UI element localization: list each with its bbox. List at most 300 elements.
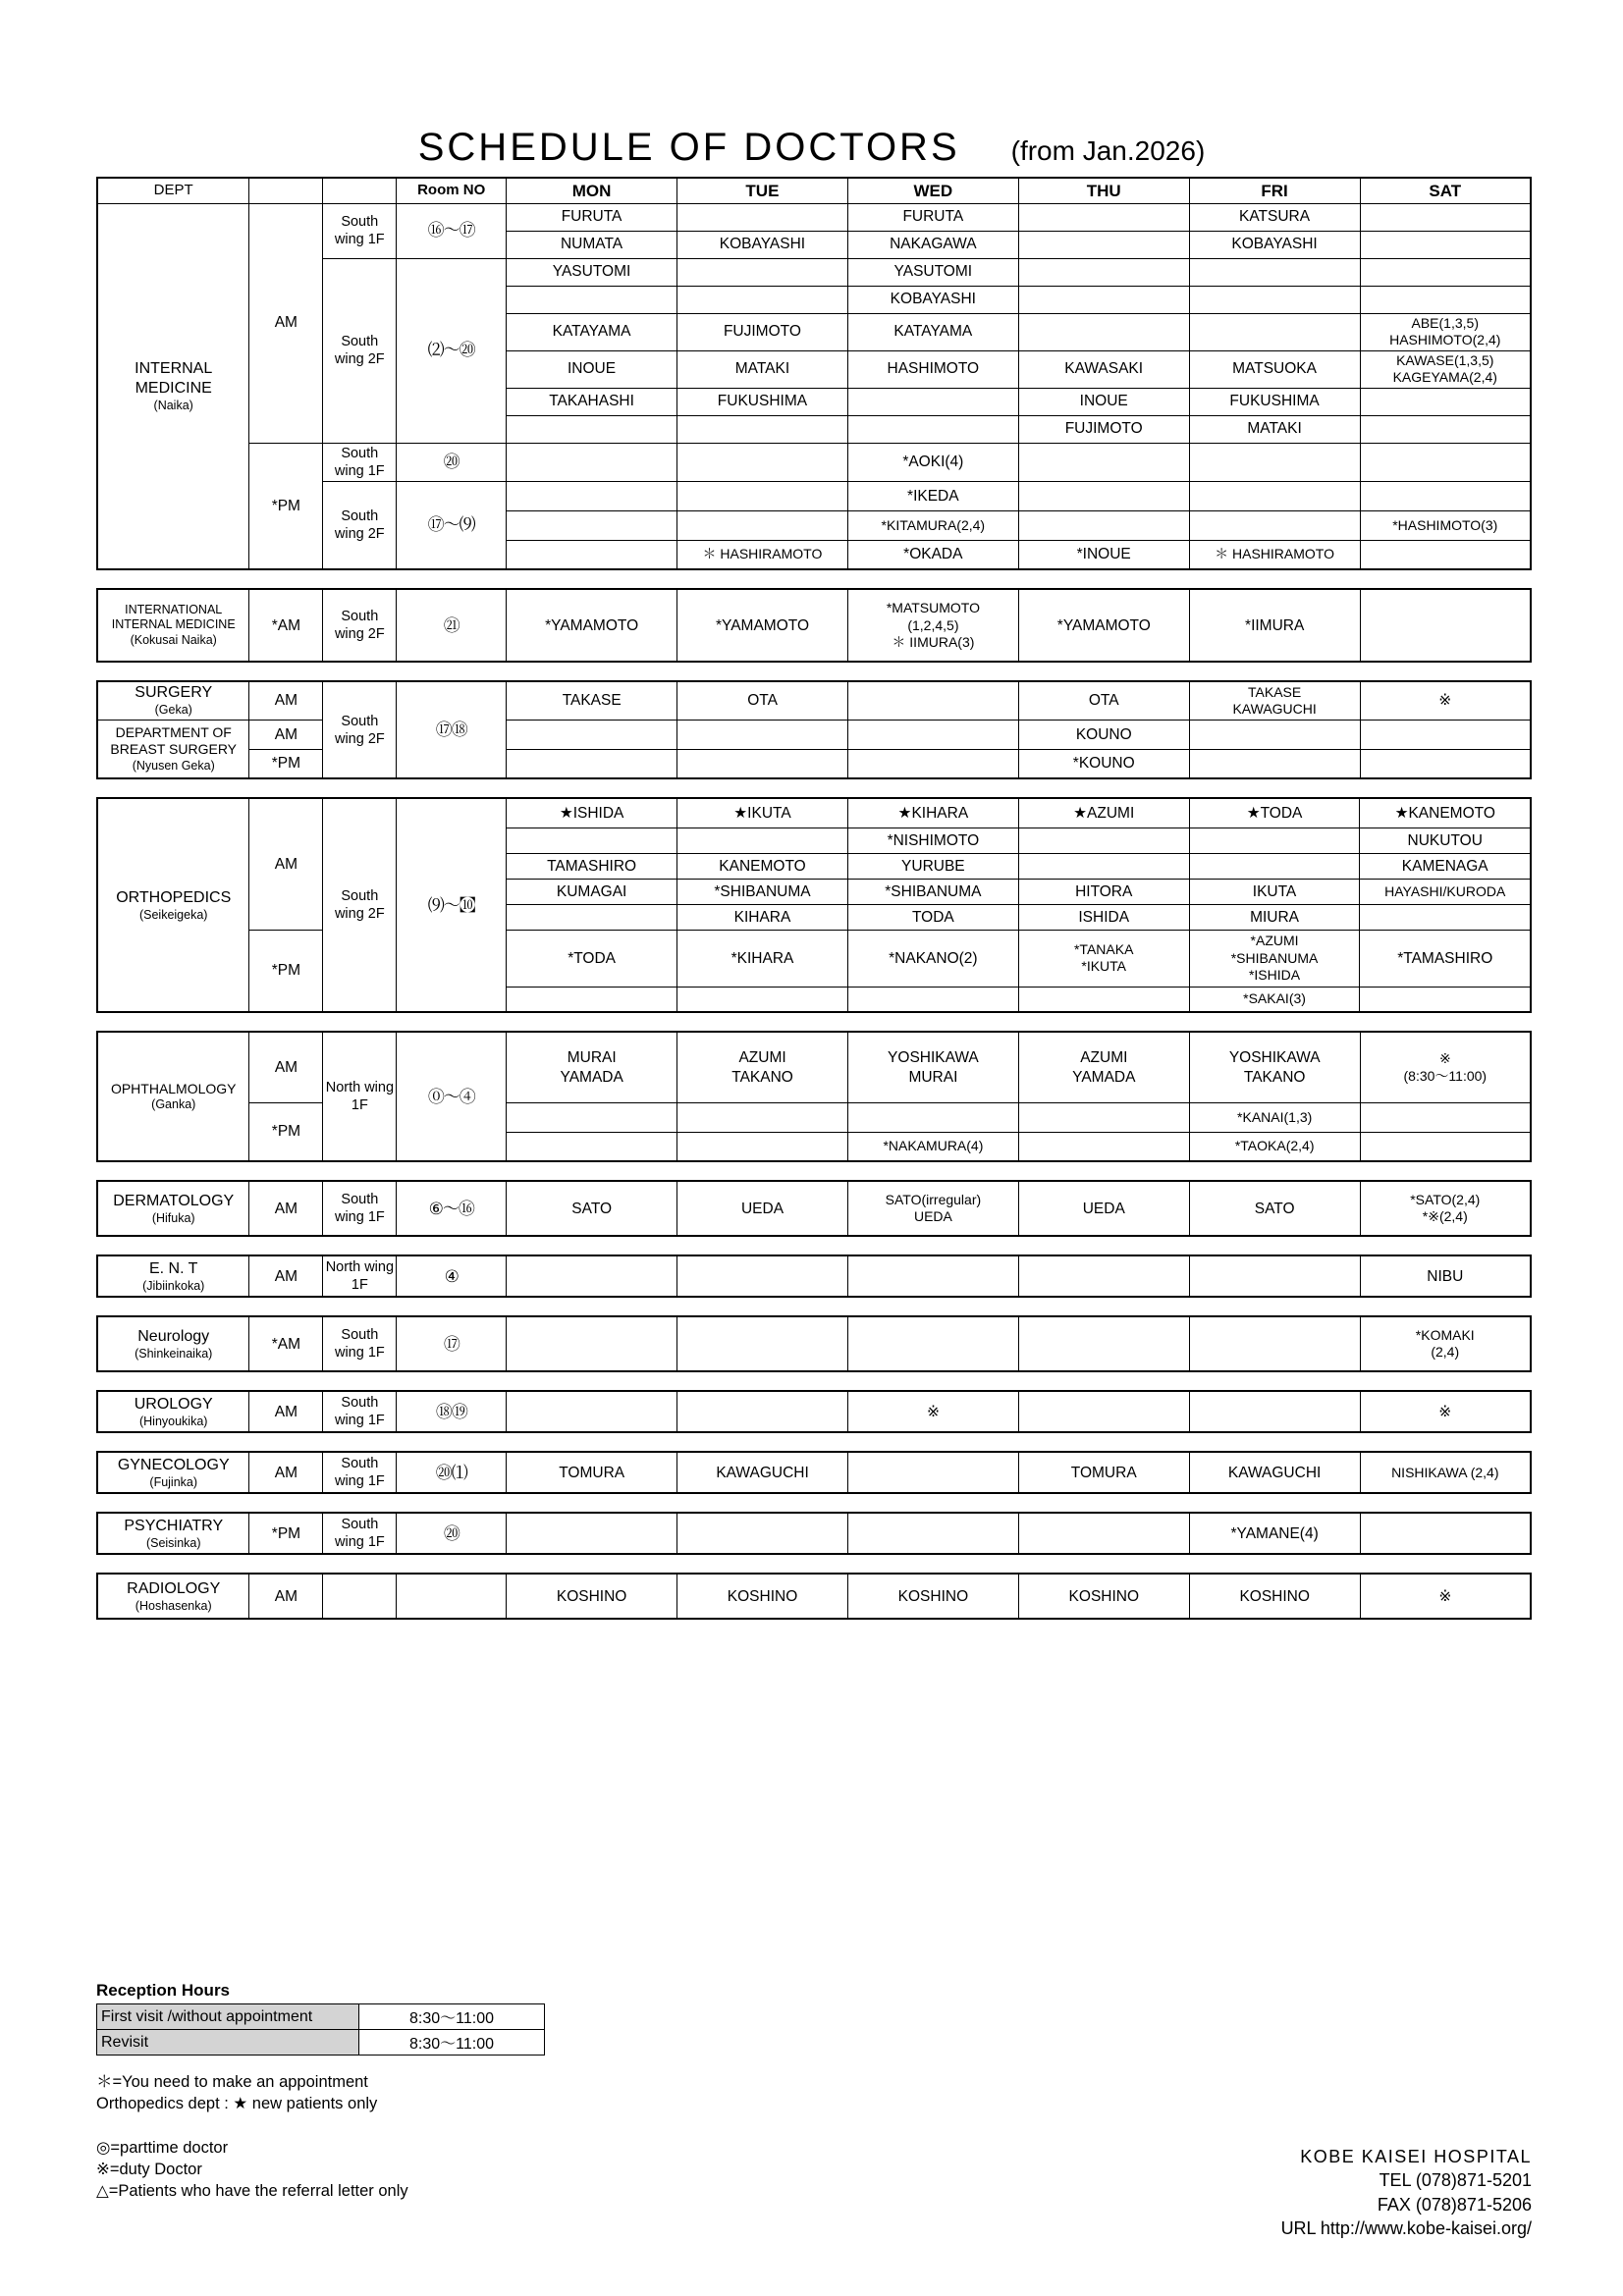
time-am: AM — [249, 798, 323, 930]
cell-mon: KUMAGAI — [507, 879, 677, 904]
cell-thu — [1018, 828, 1189, 853]
cell-thu — [1018, 443, 1189, 481]
cell-wed: *AOKI(4) — [847, 443, 1018, 481]
cell-wed — [847, 415, 1018, 443]
cell-mon — [507, 443, 677, 481]
cell-wed: HASHIMOTO — [847, 350, 1018, 388]
table-ent — [96, 1255, 1532, 1298]
cell-wed: ★KIHARA — [847, 798, 1018, 828]
cell-thu: HITORA — [1018, 879, 1189, 904]
schedule-tables — [96, 177, 1532, 1620]
cell-wed: *NISHIMOTO — [847, 828, 1018, 853]
table-row — [97, 798, 1531, 828]
cell-thu — [1018, 510, 1189, 540]
block-spacer — [96, 1298, 1532, 1315]
dept-label: SURGERY — [135, 684, 213, 702]
reception-row-revisit — [97, 2030, 545, 2056]
header-blank-wing — [323, 178, 397, 203]
dept-neurology — [97, 1316, 249, 1371]
dept-international-internal-medicine — [97, 589, 249, 662]
wing-blank — [323, 1574, 397, 1619]
cell-mon: MURAI YAMADA — [507, 1032, 677, 1102]
time-pm: *PM — [249, 749, 323, 778]
cell-wed — [847, 1102, 1018, 1132]
cell-fri — [1189, 443, 1360, 481]
cell-sat — [1360, 904, 1531, 930]
cell-thu: UEDA — [1018, 1181, 1189, 1236]
dept-label: OPHTHALMOLOGY — [110, 1080, 237, 1096]
dept-label-jp: (Kokusai Naika) — [130, 633, 217, 648]
cell-tue — [677, 1513, 848, 1554]
header-dept: DEPT — [97, 178, 249, 203]
wing-south-1f: South wing 1F — [323, 1316, 397, 1371]
dept-gynecology — [97, 1452, 249, 1493]
cell-tue: UEDA — [677, 1181, 848, 1236]
cell-sat — [1360, 987, 1531, 1012]
wing-south-2f: South wing 2F — [323, 258, 397, 443]
cell-thu: KAWASAKI — [1018, 350, 1189, 388]
cell-fri: KATSURA — [1189, 203, 1360, 231]
table-gynecology — [96, 1451, 1532, 1494]
cell-tue: OTA — [677, 681, 848, 720]
cell-mon: *YAMAMOTO — [507, 589, 677, 662]
time-am: AM — [249, 1574, 323, 1619]
cell-sat — [1360, 415, 1531, 443]
cell-mon: YASUTOMI — [507, 258, 677, 286]
table-row — [97, 1255, 1531, 1297]
dept-label: DERMATOLOGY — [113, 1192, 235, 1209]
cell-thu — [1018, 481, 1189, 510]
dept-radiology — [97, 1574, 249, 1619]
cell-tue: ★IKUTA — [677, 798, 848, 828]
cell-mon: TAMASHIRO — [507, 853, 677, 879]
cell-wed — [847, 388, 1018, 415]
reception-value-revisit: 8:30～11:00 — [359, 2030, 545, 2056]
cell-mon — [507, 1316, 677, 1371]
cell-sat: *SATO(2,4) *※(2,4) — [1360, 1181, 1531, 1236]
table-internal-medicine — [96, 177, 1532, 570]
legend-line-star: Orthopedics dept : ★ new patients only — [96, 2095, 378, 2113]
cell-mon — [507, 286, 677, 313]
hospital-contact — [1281, 2145, 1532, 2240]
cell-thu: *INOUE — [1018, 540, 1189, 569]
header-day-tue: TUE — [676, 178, 847, 203]
dept-label: E. N. T — [148, 1259, 198, 1277]
dept-label-jp: (Fujinka) — [149, 1474, 198, 1489]
cell-mon — [507, 1513, 677, 1554]
cell-tue — [676, 286, 847, 313]
reception-row-first-visit — [97, 2004, 545, 2030]
dept-label: Neurology — [137, 1327, 210, 1345]
cell-mon — [507, 1132, 677, 1161]
cell-mon: KOSHINO — [507, 1574, 677, 1619]
dept-label-jp: (Shinkeinaika) — [135, 1346, 213, 1361]
table-row — [97, 1316, 1531, 1371]
cell-tue — [677, 987, 848, 1012]
legend-appointment — [96, 2071, 1078, 2115]
header-day-fri: FRI — [1189, 178, 1360, 203]
cell-fri — [1189, 510, 1360, 540]
cell-fri — [1189, 313, 1360, 350]
cell-sat — [1360, 258, 1531, 286]
dept-label-jp: (Nyusen Geka) — [132, 758, 215, 773]
cell-sat: *HASHIMOTO(3) — [1360, 510, 1531, 540]
dept-label: DEPARTMENT OF BREAST SURGERY — [110, 723, 238, 758]
table-psychiatry — [96, 1512, 1532, 1555]
cell-mon: SATO — [507, 1181, 677, 1236]
table-row — [97, 930, 1531, 987]
cell-wed — [847, 681, 1018, 720]
cell-thu — [1018, 987, 1189, 1012]
room-no: ⑳ — [397, 443, 507, 481]
cell-mon — [507, 1102, 677, 1132]
time-am: AM — [249, 1032, 323, 1102]
table-row — [97, 203, 1531, 231]
cell-fri — [1189, 258, 1360, 286]
table-row — [97, 1513, 1531, 1554]
room-no: ④ — [397, 1255, 507, 1297]
cell-tue: KOBAYASHI — [676, 231, 847, 258]
wing-south-1f: South wing 1F — [323, 1391, 397, 1432]
legend-line-parttime: ◎=parttime doctor — [96, 2138, 229, 2157]
cell-tue: ＊ HASHIRAMOTO — [676, 540, 847, 569]
header-day-sat: SAT — [1360, 178, 1531, 203]
cell-tue: KOSHINO — [677, 1574, 848, 1619]
cell-tue: KAWAGUCHI — [677, 1452, 848, 1493]
cell-thu — [1018, 231, 1189, 258]
time-am: *AM — [249, 589, 323, 662]
cell-thu: *TANAKA *IKUTA — [1018, 930, 1189, 987]
cell-wed: KATAYAMA — [847, 313, 1018, 350]
cell-mon: FURUTA — [507, 203, 677, 231]
cell-wed — [847, 987, 1018, 1012]
cell-sat: ※ — [1360, 1574, 1531, 1619]
cell-thu: ★AZUMI — [1018, 798, 1189, 828]
table-international-internal-medicine — [96, 588, 1532, 663]
cell-thu: FUJIMOTO — [1018, 415, 1189, 443]
cell-fri: SATO — [1189, 1181, 1360, 1236]
wing-north-1f: North wing 1F — [323, 1032, 397, 1161]
cell-mon — [507, 720, 677, 749]
cell-tue — [676, 415, 847, 443]
room-no: ⑼～㉈ — [397, 798, 507, 1012]
cell-wed: SATO(irregular) UEDA — [847, 1181, 1018, 1236]
table-row — [97, 720, 1531, 749]
cell-fri — [1189, 853, 1360, 879]
dept-breast-surgery — [97, 720, 249, 778]
wing-south-1f: South wing 1F — [323, 1452, 397, 1493]
cell-fri: ★TODA — [1189, 798, 1360, 828]
cell-sat — [1360, 203, 1531, 231]
block-spacer — [96, 1372, 1532, 1390]
cell-tue: AZUMI TAKANO — [677, 1032, 848, 1102]
cell-thu — [1018, 1316, 1189, 1371]
room-no: ⑳⑴ — [397, 1452, 507, 1493]
cell-fri: FUKUSHIMA — [1189, 388, 1360, 415]
cell-thu — [1018, 1513, 1189, 1554]
dept-label-jp: (Naika) — [153, 398, 193, 412]
dept-ophthalmology — [97, 1032, 249, 1161]
cell-thu: ISHIDA — [1018, 904, 1189, 930]
cell-sat — [1360, 286, 1531, 313]
table-row — [97, 681, 1531, 720]
cell-tue: KIHARA — [677, 904, 848, 930]
reception-hours-table — [96, 2003, 545, 2056]
dept-label: ORTHOPEDICS — [116, 888, 232, 906]
block-spacer — [96, 1433, 1532, 1451]
dept-orthopedics — [97, 798, 249, 1012]
table-ophthalmology — [96, 1031, 1532, 1162]
cell-wed — [847, 1255, 1018, 1297]
cell-sat — [1360, 231, 1531, 258]
cell-wed: *SHIBANUMA — [847, 879, 1018, 904]
time-pm: *PM — [249, 1102, 323, 1161]
wing-south-1f: South wing 1F — [323, 1181, 397, 1236]
cell-mon — [507, 415, 677, 443]
reception-hours-title: Reception Hours — [96, 1981, 231, 2000]
header-day-thu: THU — [1018, 178, 1189, 203]
cell-mon: ★ISHIDA — [507, 798, 677, 828]
cell-sat: *KOMAKI (2,4) — [1360, 1316, 1531, 1371]
cell-tue — [677, 1255, 848, 1297]
cell-tue — [677, 749, 848, 778]
dept-psychiatry — [97, 1513, 249, 1554]
cell-fri: *IIMURA — [1189, 589, 1360, 662]
cell-mon — [507, 1391, 677, 1432]
dept-dermatology — [97, 1181, 249, 1236]
cell-sat — [1360, 720, 1531, 749]
table-dermatology — [96, 1180, 1532, 1237]
cell-mon — [507, 904, 677, 930]
time-am: AM — [249, 1391, 323, 1432]
room-no: ⑵～⑳ — [397, 258, 507, 443]
cell-sat — [1360, 1513, 1531, 1554]
dept-label-jp: (Geka) — [154, 703, 192, 718]
cell-mon — [507, 540, 677, 569]
cell-wed: FURUTA — [847, 203, 1018, 231]
cell-sat: KAMENAGA — [1360, 853, 1531, 879]
cell-mon — [507, 828, 677, 853]
dept-label-jp: (Seikeigeka) — [138, 907, 208, 922]
cell-sat — [1360, 540, 1531, 569]
cell-mon — [507, 1255, 677, 1297]
cell-tue: KANEMOTO — [677, 853, 848, 879]
dept-label-jp: (Hinyoukika) — [138, 1414, 208, 1428]
table-surgery — [96, 680, 1532, 779]
table-row — [97, 1452, 1531, 1493]
time-am: AM — [249, 681, 323, 720]
wing-south-2f: South wing 2F — [323, 589, 397, 662]
time-pm: *PM — [249, 930, 323, 1012]
cell-thu: AZUMI YAMADA — [1018, 1032, 1189, 1102]
cell-thu: KOUNO — [1018, 720, 1189, 749]
room-no: ⑰⑱ — [397, 681, 507, 778]
cell-wed: KOBAYASHI — [847, 286, 1018, 313]
dept-urology — [97, 1391, 249, 1432]
cell-fri: KOSHINO — [1189, 1574, 1360, 1619]
cell-sat — [1360, 481, 1531, 510]
cell-wed — [847, 1316, 1018, 1371]
cell-mon: NUMATA — [507, 231, 677, 258]
table-row — [97, 749, 1531, 778]
time-pm: *PM — [249, 443, 323, 569]
cell-wed: *MATSUMOTO (1,2,4,5) ＊ IIMURA(3) — [847, 589, 1018, 662]
cell-sat: NUKUTOU — [1360, 828, 1531, 853]
table-row — [97, 1391, 1531, 1432]
dept-label-jp: (Seisinka) — [145, 1535, 201, 1550]
cell-tue: FUKUSHIMA — [676, 388, 847, 415]
cell-fri — [1189, 828, 1360, 853]
block-spacer — [96, 1162, 1532, 1180]
cell-wed — [847, 749, 1018, 778]
cell-mon — [507, 510, 677, 540]
cell-sat — [1360, 749, 1531, 778]
cell-fri: MATSUOKA — [1189, 350, 1360, 388]
cell-sat: NIBU — [1360, 1255, 1531, 1297]
cell-mon — [507, 749, 677, 778]
wing-south-2f: South wing 2F — [323, 481, 397, 569]
cell-fri — [1189, 1255, 1360, 1297]
cell-tue: *YAMAMOTO — [677, 589, 848, 662]
cell-fri — [1189, 749, 1360, 778]
table-neurology — [96, 1315, 1532, 1372]
cell-fri — [1189, 1391, 1360, 1432]
cell-wed: *NAKAMURA(4) — [847, 1132, 1018, 1161]
room-no: ㉑ — [397, 589, 507, 662]
cell-fri: ＊ HASHIRAMOTO — [1189, 540, 1360, 569]
cell-thu: OTA — [1018, 681, 1189, 720]
room-no — [397, 1574, 507, 1619]
time-am: AM — [249, 1181, 323, 1236]
cell-wed: YOSHIKAWA MURAI — [847, 1032, 1018, 1102]
cell-tue — [676, 443, 847, 481]
legend-line-referral: △=Patients who have the referral letter only — [96, 2182, 408, 2201]
header-day-wed: WED — [847, 178, 1018, 203]
wing-south-2f: South wing 2F — [323, 681, 397, 778]
time-am: AM — [249, 203, 323, 443]
dept-label-jp: (Jibiinkoka) — [142, 1278, 205, 1293]
cell-thu — [1018, 258, 1189, 286]
hospital-tel: TEL (078)871-5201 — [1379, 2170, 1532, 2191]
cell-wed: *KITAMURA(2,4) — [847, 510, 1018, 540]
cell-thu: *YAMAMOTO — [1018, 589, 1189, 662]
header-room: Room NO — [397, 178, 507, 203]
block-spacer — [96, 1237, 1532, 1255]
cell-wed: *NAKANO(2) — [847, 930, 1018, 987]
cell-tue: FUJIMOTO — [676, 313, 847, 350]
dept-label-jp: (Ganka) — [151, 1097, 196, 1112]
cell-tue — [676, 510, 847, 540]
cell-mon: TAKAHASHI — [507, 388, 677, 415]
cell-fri: *KANAI(1,3) — [1189, 1102, 1360, 1132]
table-urology — [96, 1390, 1532, 1433]
room-no: ⑥～⑯ — [397, 1181, 507, 1236]
cell-wed — [848, 1452, 1019, 1493]
dept-label: UROLOGY — [134, 1395, 213, 1413]
time-am: *AM — [249, 1316, 323, 1371]
footer-section — [96, 1981, 1078, 2202]
room-no: ⑳ — [397, 1513, 507, 1554]
cell-fri: MATAKI — [1189, 415, 1360, 443]
header-blank-time — [249, 178, 323, 203]
cell-tue — [677, 720, 848, 749]
cell-fri — [1189, 720, 1360, 749]
dept-label: INTERNATIONAL INTERNAL MEDICINE — [111, 602, 236, 632]
cell-tue — [676, 481, 847, 510]
reception-label-first-visit: First visit /without appointment — [97, 2004, 359, 2030]
cell-wed: KOSHINO — [847, 1574, 1018, 1619]
cell-fri: YOSHIKAWA TAKANO — [1189, 1032, 1360, 1102]
table-row — [97, 1102, 1531, 1132]
dept-label: GYNECOLOGY — [117, 1456, 230, 1473]
table-header-row — [97, 178, 1531, 203]
dept-ent — [97, 1255, 249, 1297]
wing-south-1f: South wing 1F — [323, 203, 397, 258]
cell-thu — [1018, 313, 1189, 350]
table-radiology — [96, 1573, 1532, 1620]
cell-fri: TAKASE KAWAGUCHI — [1189, 681, 1360, 720]
cell-tue — [676, 258, 847, 286]
cell-sat — [1360, 443, 1531, 481]
cell-sat — [1360, 388, 1531, 415]
cell-sat: ※ — [1360, 1391, 1531, 1432]
cell-wed: YURUBE — [847, 853, 1018, 879]
cell-wed: *IKEDA — [847, 481, 1018, 510]
table-row — [97, 1574, 1531, 1619]
cell-thu — [1018, 286, 1189, 313]
table-row — [97, 443, 1531, 481]
reception-label-revisit: Revisit — [97, 2030, 359, 2056]
block-spacer — [96, 1555, 1532, 1573]
cell-thu: KOSHINO — [1018, 1574, 1189, 1619]
cell-thu: TOMURA — [1018, 1452, 1189, 1493]
cell-wed: *OKADA — [847, 540, 1018, 569]
cell-thu — [1018, 853, 1189, 879]
block-spacer — [96, 1494, 1532, 1512]
table-row — [97, 1181, 1531, 1236]
cell-sat: ★KANEMOTO — [1360, 798, 1531, 828]
cell-fri — [1189, 481, 1360, 510]
hospital-fax: FAX (078)871-5206 — [1377, 2194, 1532, 2215]
dept-label-jp: (Hifuka) — [151, 1210, 195, 1225]
cell-thu — [1018, 1391, 1189, 1432]
cell-sat — [1360, 1102, 1531, 1132]
cell-tue — [677, 1132, 848, 1161]
cell-thu — [1018, 203, 1189, 231]
cell-fri: KOBAYASHI — [1189, 231, 1360, 258]
cell-fri: KAWAGUCHI — [1189, 1452, 1360, 1493]
cell-sat — [1360, 589, 1531, 662]
cell-tue — [677, 1391, 848, 1432]
cell-wed: NAKAGAWA — [847, 231, 1018, 258]
block-spacer — [96, 570, 1532, 588]
room-no: ⑱⑲ — [397, 1391, 507, 1432]
room-no: ⑰～⑼ — [397, 481, 507, 569]
cell-sat: ※ — [1360, 681, 1531, 720]
cell-thu — [1018, 1132, 1189, 1161]
cell-mon: TOMURA — [507, 1452, 677, 1493]
legend-line-duty: ※=duty Doctor — [96, 2160, 202, 2178]
cell-fri: IKUTA — [1189, 879, 1360, 904]
block-spacer — [96, 663, 1532, 680]
cell-tue — [677, 828, 848, 853]
dept-internal-medicine — [97, 203, 249, 569]
cell-tue: *SHIBANUMA — [677, 879, 848, 904]
hospital-name: KOBE KAISEI HOSPITAL — [1300, 2147, 1532, 2166]
cell-sat: ABE(1,3,5) HASHIMOTO(2,4) — [1360, 313, 1531, 350]
cell-fri — [1189, 1316, 1360, 1371]
cell-mon: INOUE — [507, 350, 677, 388]
